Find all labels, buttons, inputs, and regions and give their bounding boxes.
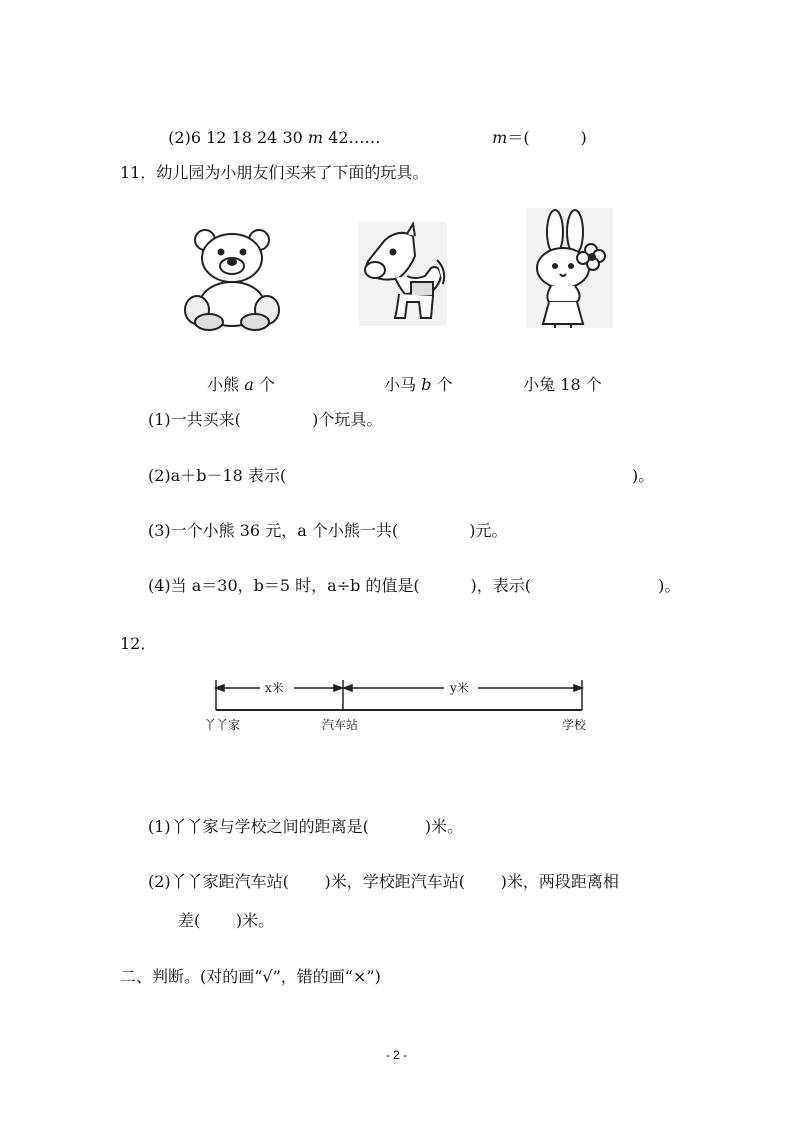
q12-item1: (1)丫丫家与学校之间的距离是( )米。 — [148, 817, 464, 836]
page-number: - 2 - — [385, 1048, 408, 1062]
q11-item2: (2)a＋b－18 表示( )。 — [148, 466, 655, 485]
bunny-icon — [525, 206, 615, 330]
q10-item2-prefix: (2)6 12 18 24 30 — [168, 128, 308, 147]
toy-caption-bear — [197, 355, 275, 395]
toy-horse-name: 小马 — [384, 375, 417, 394]
toy-caption-horse — [374, 355, 453, 395]
toy-horse-var: b — [421, 375, 432, 394]
q12-item2-cont: 差( )米。 — [178, 911, 275, 930]
q11-item3: (3)一个小熊 36 元，a 个小熊一共( )元。 — [148, 521, 508, 540]
toy-bear-unit: 个 — [258, 375, 275, 394]
toy-bear-var: a — [244, 375, 254, 394]
q11-stem: 11．幼儿园为小朋友们买来了下面的玩具。 — [120, 163, 429, 182]
q11-item4: (4)当 a＝30，b＝5 时，a÷b 的值是( )，表示( )。 — [148, 576, 681, 595]
toy-bunny-unit: 个 — [585, 375, 602, 394]
q10-item2-answer-var: m — [492, 128, 508, 147]
q12-stem: 12． — [120, 634, 157, 653]
q10-item2-answer — [482, 108, 587, 148]
distance-diagram — [200, 676, 600, 736]
q11-item1: (1)一共买来( )个玩具。 — [148, 410, 383, 429]
diagram-label-school: 学校 — [562, 718, 587, 732]
q10-item2 — [158, 108, 381, 148]
q12-item2: (2)丫丫家距汽车站( )米，学校距汽车站( )米，两段距离相 — [148, 872, 619, 891]
diagram-label-y: y米 — [450, 681, 469, 695]
diagram-label-bus-station: 汽车站 — [322, 718, 359, 732]
teddy-bear-icon — [183, 222, 283, 332]
q10-item2-answer-blank: ＝( ) — [507, 128, 587, 147]
toy-horse-icon — [355, 220, 451, 330]
toy-horse-unit: 个 — [436, 375, 453, 394]
diagram-label-x: x米 — [265, 681, 284, 695]
section2-title: 二、判断。(对的画“√”，错的画“×”) — [120, 967, 381, 986]
toy-bear-name: 小熊 — [207, 375, 240, 394]
toy-bunny-name: 小兔 — [523, 375, 556, 394]
q10-item2-tail: 42…… — [323, 128, 381, 147]
toy-bunny-count: 18 — [560, 375, 581, 394]
toy-caption-bunny — [513, 355, 602, 395]
q10-item2-var: m — [307, 128, 324, 147]
diagram-label-home: 丫丫家 — [204, 718, 241, 732]
